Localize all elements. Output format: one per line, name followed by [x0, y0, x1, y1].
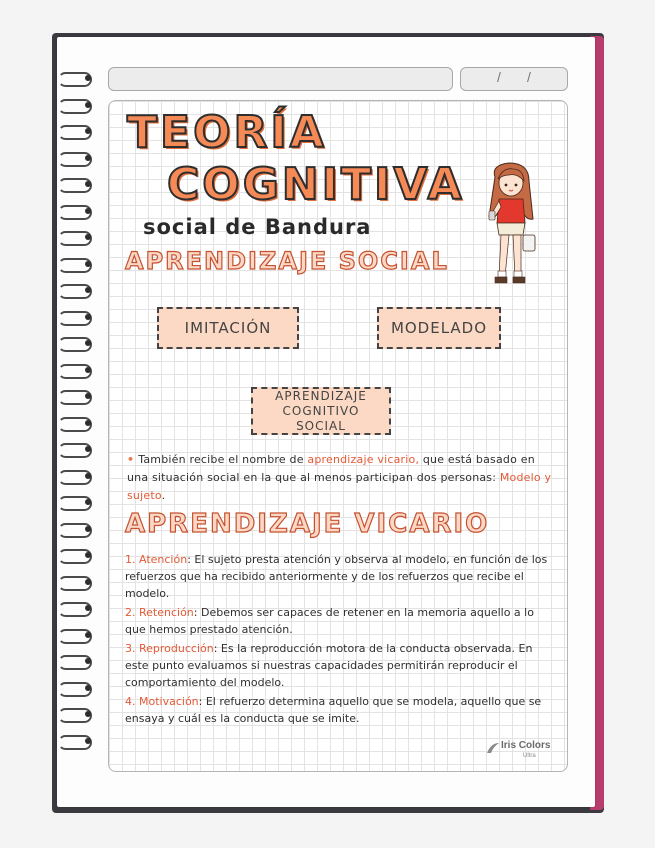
subtitle: social de Bandura — [143, 215, 372, 239]
binding-hole — [85, 473, 91, 479]
binding-hole — [85, 261, 91, 267]
iris-colors-logo-icon — [485, 741, 501, 755]
list-item — [125, 551, 555, 602]
list-number: 2. — [125, 606, 136, 619]
binding-hole — [85, 579, 91, 585]
binding-hole — [85, 605, 91, 611]
bullet-highlight-2: Modelo y sujeto — [127, 471, 552, 502]
list-term: Atención — [139, 553, 188, 566]
title-line-2: COGNITIVA — [167, 159, 465, 210]
binding-hole — [85, 367, 91, 373]
binding-hole — [85, 499, 91, 505]
binding-hole — [85, 181, 91, 187]
binding-hole — [85, 234, 91, 240]
bullet-paragraph — [127, 451, 553, 505]
brand-logo-sub: Ultra — [523, 753, 536, 759]
spiral-binding — [58, 72, 92, 772]
list-text: : El sujeto presta atención y observa al modelo, en función de los refuerzos que ha recibido anteriormente y de los refuerzos que recibe el modelo. — [125, 553, 548, 600]
binding-hole — [85, 632, 91, 638]
concept-box-imitacion: IMITACIÓN — [157, 307, 299, 349]
binding-hole — [85, 102, 91, 108]
binding-hole — [85, 552, 91, 558]
list-item — [125, 604, 555, 638]
brand-logo-text: Iris Colors — [501, 740, 551, 751]
binding-hole — [85, 711, 91, 717]
list-number: 3. — [125, 642, 136, 655]
binding-hole — [85, 658, 91, 664]
header-title-bar — [108, 67, 453, 91]
list-text: : Debemos ser capaces de retener en la memoria aquello a lo que hemos prestado atención. — [125, 606, 534, 636]
binding-hole — [85, 420, 91, 426]
binding-hole — [85, 314, 91, 320]
binding-hole — [85, 155, 91, 161]
list-number: 4. — [125, 695, 136, 708]
grid-area — [108, 100, 568, 772]
bullet-highlight-1: aprendizaje vicario, — [307, 453, 420, 466]
list-text: : El refuerzo determina aquello que se modela, aquello que se ensaya y cuál es la conducta que se imite. — [125, 695, 542, 725]
bullet-text-2: que está basado en una situación social en la que al menos participan dos personas: — [127, 453, 535, 484]
binding-hole — [85, 128, 91, 134]
binding-hole — [85, 208, 91, 214]
list-item — [125, 640, 555, 691]
binding-hole — [85, 393, 91, 399]
title-line-1: TEORÍA — [127, 107, 327, 158]
concept-box-modelado: MODELADO — [377, 307, 501, 349]
concept-label: APRENDIZAJE COGNITIVO SOCIAL — [275, 388, 367, 433]
list-term: Retención — [139, 606, 194, 619]
binding-hole — [85, 446, 91, 452]
vicario-list — [125, 551, 555, 729]
concept-box-aprendizaje-cognitivo — [251, 387, 391, 435]
list-term: Reproducción — [139, 642, 214, 655]
binding-hole — [85, 738, 91, 744]
date-separator: / — [497, 69, 501, 85]
bullet-dot-icon: • — [127, 453, 135, 466]
list-text: : Es la reproducción motora de la conducta observada. En este punto evaluamos si nuestras capacidades permitirán reproducir el comportamiento del modelo. — [125, 642, 533, 689]
date-bar — [460, 67, 568, 91]
list-number: 1. — [125, 553, 136, 566]
binding-hole — [85, 75, 91, 81]
binding-hole — [85, 287, 91, 293]
date-separator: / — [527, 69, 531, 85]
binding-hole — [85, 340, 91, 346]
bullet-text-1: También recibe el nombre de — [138, 453, 308, 466]
section-title-vicario: APRENDIZAJE VICARIO — [125, 509, 490, 539]
binding-hole — [85, 526, 91, 532]
girl-illustration — [481, 159, 541, 293]
section-title-social: APRENDIZAJE SOCIAL — [125, 247, 449, 275]
binding-hole — [85, 685, 91, 691]
list-item — [125, 693, 555, 727]
bullet-text-3: . — [161, 489, 166, 502]
list-term: Motivación — [139, 695, 199, 708]
